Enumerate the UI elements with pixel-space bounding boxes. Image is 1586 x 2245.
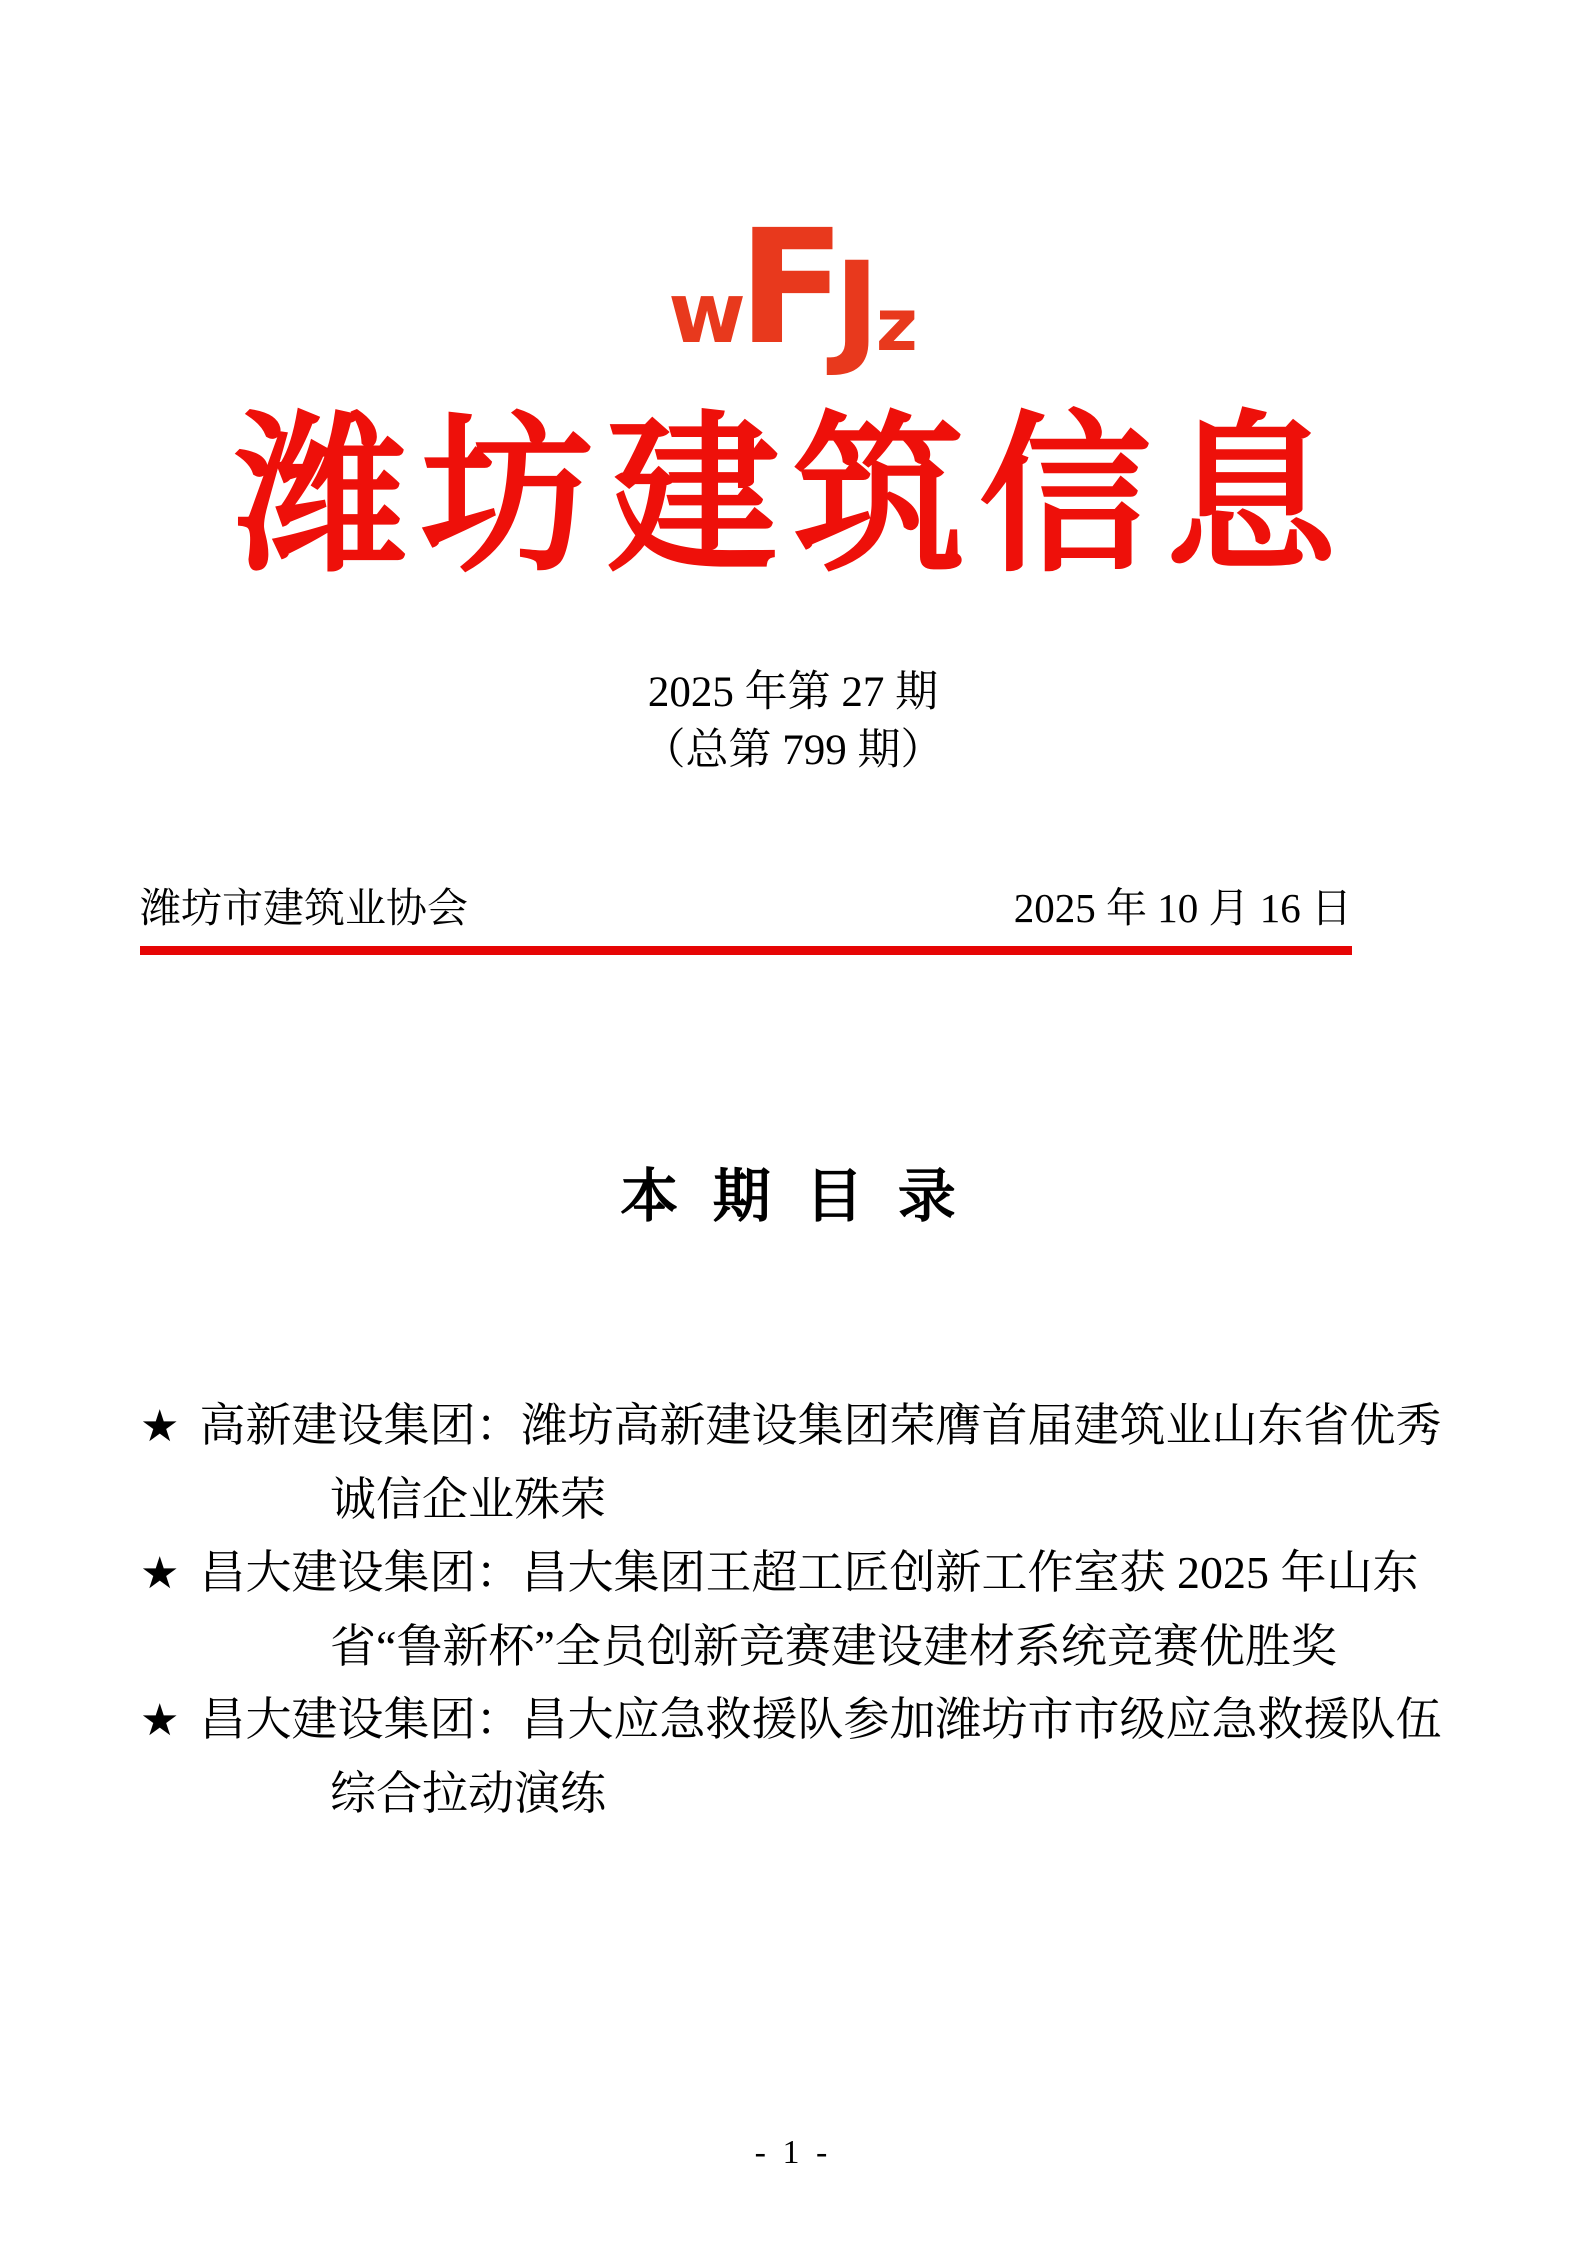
toc-item	[140, 1683, 1470, 1830]
toc-item	[140, 1389, 1470, 1536]
toc-item-text: 高新建设集团：潍坊高新建设集团荣膺首届建筑业山东省优秀	[199, 1399, 1442, 1451]
wfjz-logo-icon	[668, 196, 918, 380]
star-bullet-icon: ★	[140, 1547, 180, 1599]
logo-letter-z: z	[875, 282, 918, 367]
toc-item-text: 昌大建设集团：昌大集团王超工匠创新工作室获 2025 年山东	[199, 1546, 1419, 1598]
toc-item-line	[140, 1683, 1470, 1757]
toc-heading: 本 期 目 录	[620, 1163, 966, 1229]
logo-letter-w: w	[668, 264, 746, 363]
toc-item-text: 昌大建设集团：昌大应急救援队参加潍坊市市级应急救援队伍	[199, 1693, 1442, 1745]
star-bullet-icon: ★	[140, 1400, 180, 1452]
toc-item-line	[140, 1536, 1470, 1610]
toc-item	[140, 1536, 1470, 1683]
issue-total-number: （总第 799 期）	[642, 726, 944, 774]
publication-date: 2025 年 10 月 16 日	[1013, 884, 1352, 931]
toc-list	[140, 1389, 1470, 1830]
toc-item-line-continuation: 省“鲁新杯”全员创新竞赛建设建材系统竞赛优胜奖	[330, 1620, 1337, 1672]
page-number: - 1 -	[754, 2134, 832, 2171]
logo-row	[0, 0, 1586, 380]
issue-number: 2025 年第 27 期	[647, 669, 939, 717]
issue-info	[0, 664, 1586, 778]
newsletter-title: 潍坊建筑信息	[235, 402, 1351, 593]
star-bullet-icon: ★	[140, 1694, 180, 1746]
toc-item-line-continuation: 综合拉动演练	[330, 1767, 606, 1819]
toc-item-line-continuation: 诚信企业殊荣	[330, 1473, 606, 1525]
logo-letter-j: J	[833, 235, 880, 380]
toc-item-line	[140, 1389, 1470, 1463]
organization-name: 潍坊市建筑业协会	[140, 884, 468, 931]
masthead	[140, 875, 1352, 955]
logo-letter-f: F	[737, 196, 846, 380]
